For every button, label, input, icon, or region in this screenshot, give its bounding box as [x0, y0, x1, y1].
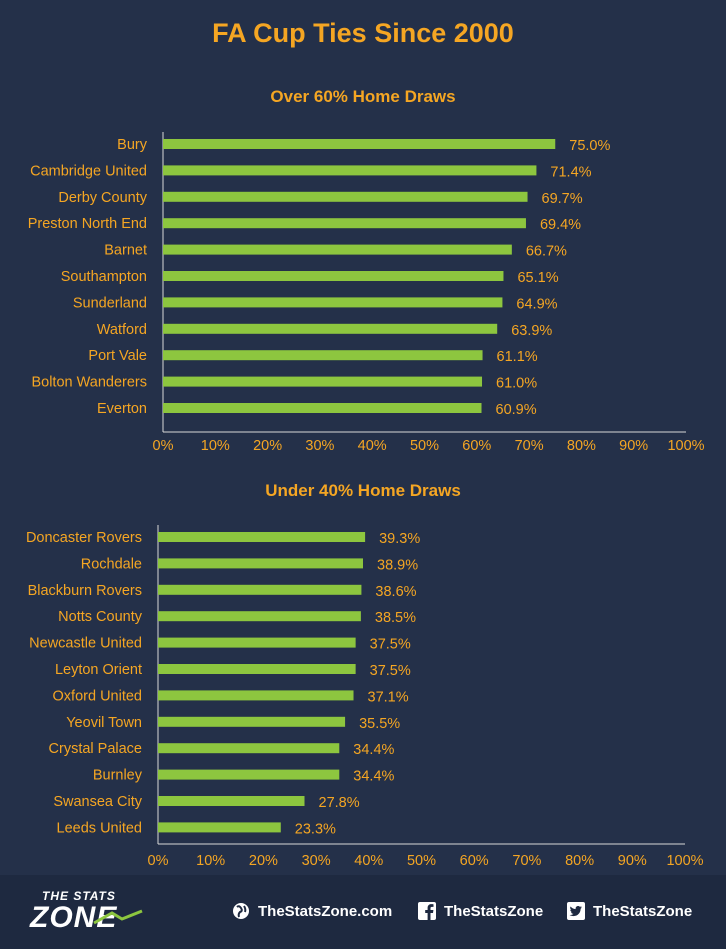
bar — [163, 271, 503, 281]
logo-top-text: THE STATS — [42, 889, 116, 903]
page-title: FA Cup Ties Since 2000 — [212, 18, 514, 48]
x-tick-label: 80% — [566, 438, 596, 454]
x-tick-label: 100% — [666, 853, 704, 869]
twitter-text: TheStatsZone — [593, 902, 693, 920]
data-label: 69.4% — [539, 217, 582, 234]
x-tick-label: 90% — [617, 853, 647, 869]
logo-bottom-text: ZONE — [30, 901, 118, 934]
x-tick-label: 30% — [305, 438, 335, 454]
data-label: 39.3% — [379, 531, 421, 547]
category-label: Leeds United — [56, 820, 142, 837]
footer — [0, 875, 726, 949]
x-tick-label: 30% — [301, 853, 331, 869]
x-tick-label: 50% — [409, 438, 440, 454]
category-label: Blackburn Rovers — [27, 582, 142, 599]
category-label: Cambridge United — [30, 163, 147, 180]
category-label: Bolton Wanderers — [31, 374, 147, 391]
data-label: 37.5% — [369, 636, 411, 653]
bar — [163, 139, 555, 149]
bar — [163, 297, 502, 307]
category-label: Leyton Orient — [54, 662, 142, 678]
data-label: 65.1% — [517, 270, 559, 286]
category-label: Port Vale — [88, 348, 147, 365]
facebook-icon — [418, 902, 436, 920]
facebook-text: TheStatsZone — [444, 902, 544, 920]
logo-swoosh-icon — [92, 909, 144, 925]
facebook-link[interactable] — [418, 901, 543, 921]
bar — [163, 218, 526, 228]
category-label: Burnley — [92, 767, 142, 784]
bar — [158, 638, 356, 648]
category-label: Notts County — [58, 609, 142, 626]
x-tick-label: 10% — [196, 853, 226, 869]
category-label: Doncaster Rovers — [25, 530, 142, 546]
data-label: 64.9% — [516, 296, 558, 313]
bar — [163, 192, 528, 202]
bar — [163, 245, 512, 255]
bar — [163, 403, 482, 413]
category-label: Rochdale — [80, 556, 142, 573]
data-label: 34.4% — [353, 768, 395, 785]
x-tick-label: 80% — [565, 853, 595, 869]
bar — [158, 822, 281, 832]
data-label: 35.5% — [359, 715, 401, 732]
data-label: 69.7% — [541, 190, 583, 207]
category-label: Sunderland — [72, 295, 147, 312]
x-tick-label: 60% — [459, 853, 489, 869]
category-label: Everton — [97, 401, 147, 417]
data-label: 63.9% — [511, 322, 553, 339]
data-label: 75.0% — [569, 138, 611, 154]
x-tick-label: 100% — [667, 438, 705, 454]
bar — [158, 796, 305, 806]
x-tick-label: 40% — [357, 438, 387, 454]
bar — [163, 324, 497, 334]
chart-under-40 — [0, 474, 726, 874]
data-label: 37.1% — [367, 689, 409, 706]
website-text: TheStatsZone.com — [258, 902, 393, 920]
x-tick-label: 0% — [152, 438, 174, 454]
category-label: Watford — [96, 321, 147, 338]
category-label: Swansea City — [53, 794, 142, 810]
category-label: Derby County — [58, 189, 147, 206]
category-label: Crystal Palace — [48, 741, 142, 758]
stats-zone-logo — [30, 887, 160, 937]
data-label: 37.5% — [369, 663, 411, 679]
x-tick-label: 90% — [619, 438, 649, 454]
bar — [158, 770, 339, 780]
category-label: Southampton — [60, 269, 147, 285]
data-label: 23.3% — [294, 821, 336, 838]
data-label: 38.6% — [375, 583, 417, 600]
x-tick-label: 10% — [200, 438, 230, 454]
x-tick-label: 0% — [147, 853, 169, 869]
x-tick-label: 20% — [248, 853, 278, 869]
twitter-link[interactable] — [567, 901, 692, 921]
bar — [163, 165, 536, 175]
bar — [158, 743, 339, 753]
category-label: Newcastle United — [29, 635, 142, 652]
bar — [158, 558, 363, 568]
bar — [158, 532, 365, 542]
x-tick-label: 40% — [354, 853, 384, 869]
data-label: 38.5% — [374, 610, 417, 627]
x-tick-label: 20% — [253, 438, 283, 454]
data-label: 27.8% — [318, 795, 360, 811]
data-label: 71.4% — [550, 164, 592, 181]
bar — [158, 717, 345, 727]
twitter-icon — [567, 902, 585, 920]
data-label: 61.0% — [496, 375, 538, 392]
website-link[interactable] — [232, 901, 392, 921]
data-label: 61.1% — [496, 349, 538, 366]
chart-over-60 — [0, 80, 726, 460]
chart-title: Over 60% Home Draws — [270, 87, 456, 106]
chart-title: Under 40% Home Draws — [265, 481, 461, 500]
bar — [163, 350, 483, 360]
x-tick-label: 70% — [512, 853, 542, 869]
globe-icon — [232, 902, 250, 920]
bar — [158, 585, 361, 595]
x-tick-label: 50% — [406, 853, 437, 869]
data-label: 38.9% — [377, 557, 419, 574]
bar — [158, 690, 354, 700]
x-tick-label: 60% — [462, 438, 492, 454]
category-label: Bury — [117, 137, 147, 153]
bar — [158, 611, 361, 621]
category-label: Preston North End — [27, 216, 147, 233]
category-label: Barnet — [104, 242, 147, 259]
data-label: 66.7% — [525, 243, 567, 260]
data-label: 60.9% — [495, 402, 537, 418]
x-tick-label: 70% — [514, 438, 544, 454]
data-label: 34.4% — [353, 742, 395, 759]
category-label: Oxford United — [52, 688, 142, 705]
bar — [158, 664, 356, 674]
bar — [163, 377, 482, 387]
category-label: Yeovil Town — [66, 714, 142, 731]
